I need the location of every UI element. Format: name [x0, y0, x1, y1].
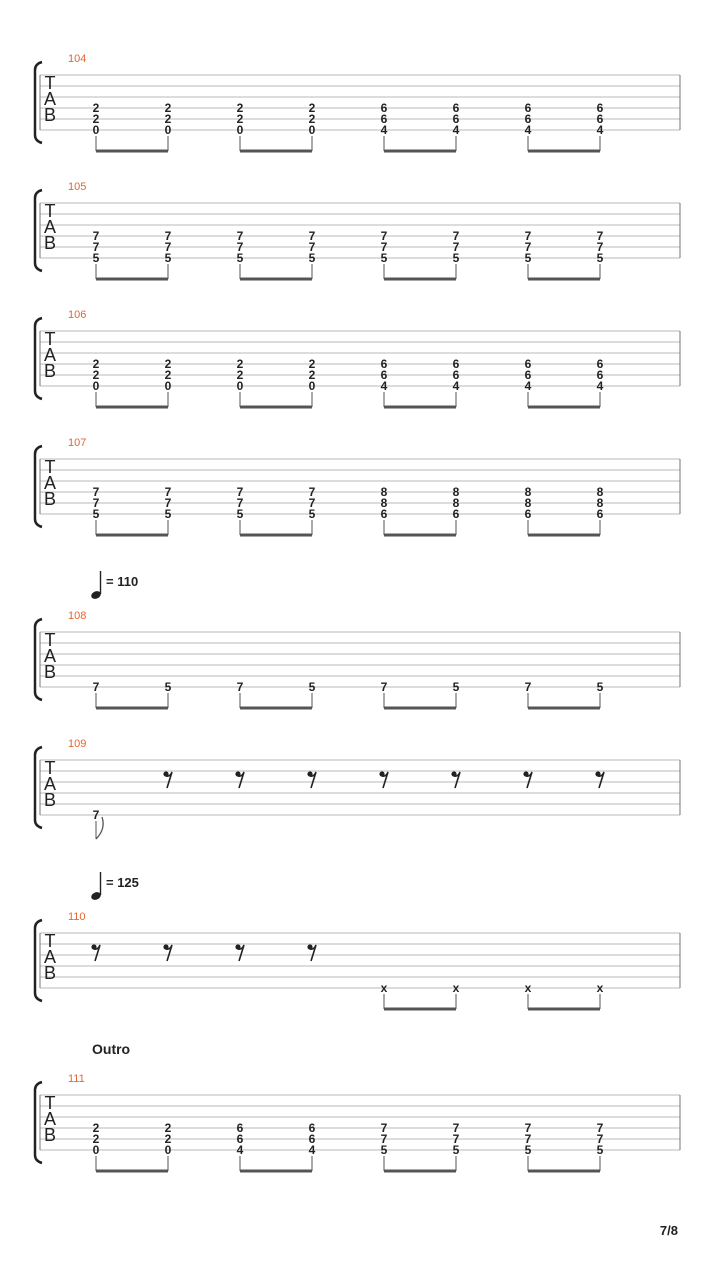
tab-clef-letter: B	[43, 361, 57, 381]
fret-number: 7	[164, 496, 172, 510]
system-109	[35, 738, 680, 839]
system-111	[35, 1041, 680, 1171]
fret-number: 8	[596, 485, 604, 499]
fret-number: 2	[236, 101, 244, 115]
fret-number: 2	[308, 368, 316, 382]
fret-number: 7	[92, 808, 100, 822]
measure-number: 111	[68, 1073, 85, 1085]
fret-number: 6	[380, 368, 388, 382]
fret-number: 7	[380, 1132, 388, 1146]
tab-clef-letter: B	[43, 1125, 57, 1145]
fret-number: 7	[524, 680, 532, 694]
fret-number: 7	[308, 485, 316, 499]
tab-clef-letter: T	[44, 73, 56, 93]
fret-number: 5	[308, 507, 316, 521]
fret-number: 5	[452, 1143, 460, 1157]
fret-number: 2	[308, 357, 316, 371]
tab-clef-letter: A	[43, 473, 57, 493]
tab-clef-letter: T	[44, 758, 56, 778]
fret-number: 7	[380, 1121, 388, 1135]
fret-number: 0	[164, 379, 172, 393]
fret-number: 5	[380, 1143, 388, 1157]
system-104	[35, 53, 680, 151]
fret-number: 5	[236, 507, 244, 521]
fret-number: 0	[164, 123, 172, 137]
system-106	[35, 309, 680, 407]
fret-number: 7	[524, 1121, 532, 1135]
fret-number: 2	[236, 112, 244, 126]
fret-number: 7	[92, 240, 100, 254]
tab-clef-letter: A	[43, 1109, 57, 1129]
fret-number: 2	[164, 368, 172, 382]
fret-number: 2	[92, 1121, 100, 1135]
fret-number: 8	[452, 485, 460, 499]
fret-number: 4	[380, 379, 388, 393]
tab-clef-letter: T	[44, 201, 56, 221]
measure-number: 109	[68, 738, 87, 750]
system-bracket	[35, 1082, 42, 1163]
fret-number: 0	[92, 123, 100, 137]
fret-number: 2	[92, 1132, 100, 1146]
fret-number: 5	[308, 680, 316, 694]
fret-number: 5	[596, 680, 604, 694]
fret-number: 6	[452, 368, 460, 382]
tempo-marking: = 110	[106, 574, 139, 589]
fret-number: 7	[524, 229, 532, 243]
fret-number: 8	[524, 496, 532, 510]
fret-number: 5	[164, 680, 172, 694]
fret-number: 6	[452, 507, 460, 521]
system-bracket	[35, 920, 42, 1001]
tab-clef-letter: A	[43, 345, 57, 365]
fret-number: 2	[164, 101, 172, 115]
fret-number: 7	[452, 1121, 460, 1135]
tab-clef-letter: T	[44, 931, 56, 951]
fret-number: 6	[380, 112, 388, 126]
tab-clef-letter: B	[43, 963, 57, 983]
fret-number: 5	[524, 1143, 532, 1157]
fret-number: 7	[92, 680, 100, 694]
fret-number: 8	[452, 496, 460, 510]
fret-number: 7	[236, 485, 244, 499]
tab-clef-letter: B	[43, 105, 57, 125]
fret-number: 0	[308, 123, 316, 137]
fret-number: 8	[524, 485, 532, 499]
fret-number: 6	[524, 101, 532, 115]
fret-number: 5	[596, 251, 604, 265]
fret-number: 7	[308, 240, 316, 254]
fret-number: 4	[524, 123, 532, 137]
fret-number: 6	[596, 368, 604, 382]
system-110	[35, 872, 680, 1009]
system-107	[35, 437, 680, 535]
dead-note: x	[380, 981, 388, 995]
page-number: 7/8	[659, 1223, 678, 1238]
fret-number: 6	[596, 101, 604, 115]
fret-number: 6	[524, 507, 532, 521]
fret-number: 7	[236, 680, 244, 694]
fret-number: 2	[92, 101, 100, 115]
fret-number: 7	[92, 485, 100, 499]
fret-number: 6	[596, 357, 604, 371]
fret-number: 6	[236, 1132, 244, 1146]
dead-note: x	[452, 981, 460, 995]
tab-clef-letter: B	[43, 233, 57, 253]
system-bracket	[35, 619, 42, 700]
tempo-marking: = 125	[106, 875, 139, 890]
fret-number: 2	[164, 1121, 172, 1135]
fret-number: 6	[380, 101, 388, 115]
fret-number: 5	[92, 251, 100, 265]
fret-number: 5	[92, 507, 100, 521]
fret-number: 2	[236, 368, 244, 382]
fret-number: 2	[164, 1132, 172, 1146]
system-bracket	[35, 318, 42, 399]
fret-number: 4	[308, 1143, 316, 1157]
fret-number: 4	[452, 379, 460, 393]
system-bracket	[35, 446, 42, 527]
fret-number: 7	[164, 240, 172, 254]
tab-clef-letter: T	[44, 457, 56, 477]
fret-number: 6	[308, 1121, 316, 1135]
fret-number: 6	[524, 112, 532, 126]
fret-number: 6	[452, 357, 460, 371]
fret-number: 5	[236, 251, 244, 265]
systems-layer	[35, 53, 680, 1171]
fret-number: 6	[308, 1132, 316, 1146]
fret-number: 4	[524, 379, 532, 393]
fret-number: 2	[92, 357, 100, 371]
fret-number: 6	[236, 1121, 244, 1135]
measure-number: 108	[68, 610, 87, 622]
fret-number: 5	[596, 1143, 604, 1157]
fret-number: 2	[92, 112, 100, 126]
fret-number: 5	[452, 251, 460, 265]
fret-number: 8	[380, 485, 388, 499]
fret-number: 6	[452, 101, 460, 115]
fret-number: 6	[380, 357, 388, 371]
fret-number: 0	[164, 1143, 172, 1157]
dead-note: x	[596, 981, 604, 995]
tab-clef-letter: B	[43, 662, 57, 682]
fret-number: 7	[596, 1121, 604, 1135]
fret-number: 7	[92, 229, 100, 243]
fret-number: 7	[164, 485, 172, 499]
measure-number: 106	[68, 309, 87, 321]
system-105	[35, 181, 680, 279]
fret-number: 7	[452, 229, 460, 243]
fret-number: 0	[308, 379, 316, 393]
tab-clef-letter: A	[43, 89, 57, 109]
tab-clef-letter: B	[43, 489, 57, 509]
fret-number: 4	[452, 123, 460, 137]
fret-number: 7	[380, 240, 388, 254]
system-108	[35, 571, 680, 708]
measure-number: 107	[68, 437, 87, 449]
fret-number: 7	[596, 1132, 604, 1146]
tab-clef-letter: A	[43, 947, 57, 967]
fret-number: 7	[92, 496, 100, 510]
fret-number: 5	[524, 251, 532, 265]
fret-number: 7	[524, 1132, 532, 1146]
fret-number: 6	[452, 112, 460, 126]
fret-number: 0	[92, 1143, 100, 1157]
fret-number: 6	[596, 112, 604, 126]
fret-number: 4	[380, 123, 388, 137]
tab-clef-letter: T	[44, 630, 56, 650]
dead-note: x	[524, 981, 532, 995]
fret-number: 7	[308, 229, 316, 243]
fret-number: 2	[164, 112, 172, 126]
fret-number: 0	[92, 379, 100, 393]
fret-number: 7	[380, 229, 388, 243]
fret-number: 7	[164, 229, 172, 243]
system-bracket	[35, 747, 42, 828]
fret-number: 2	[308, 101, 316, 115]
tab-clef-letter: A	[43, 217, 57, 237]
fret-number: 8	[596, 496, 604, 510]
fret-number: 5	[164, 251, 172, 265]
section-label: Outro	[92, 1041, 131, 1057]
fret-number: 7	[236, 496, 244, 510]
tab-clef-letter: T	[44, 1093, 56, 1113]
fret-number: 7	[524, 240, 532, 254]
fret-number: 5	[164, 507, 172, 521]
fret-number: 0	[236, 379, 244, 393]
fret-number: 5	[452, 680, 460, 694]
fret-number: 6	[380, 507, 388, 521]
fret-number: 8	[380, 496, 388, 510]
fret-number: 6	[596, 507, 604, 521]
system-bracket	[35, 190, 42, 271]
fret-number: 7	[452, 1132, 460, 1146]
tab-clef-letter: A	[43, 774, 57, 794]
fret-number: 4	[596, 379, 604, 393]
tab-clef-letter: B	[43, 790, 57, 810]
fret-number: 5	[380, 251, 388, 265]
fret-number: 7	[452, 240, 460, 254]
fret-number: 4	[596, 123, 604, 137]
measure-number: 105	[68, 181, 87, 193]
fret-number: 7	[236, 240, 244, 254]
tab-clef-letter: T	[44, 329, 56, 349]
system-bracket	[35, 62, 42, 143]
measure-number: 110	[68, 911, 86, 923]
tab-clef-letter: A	[43, 646, 57, 666]
fret-number: 2	[92, 368, 100, 382]
fret-number: 4	[236, 1143, 244, 1157]
fret-number: 7	[308, 496, 316, 510]
fret-number: 2	[236, 357, 244, 371]
fret-number: 7	[236, 229, 244, 243]
fret-number: 6	[524, 368, 532, 382]
fret-number: 6	[524, 357, 532, 371]
fret-number: 7	[596, 240, 604, 254]
fret-number: 2	[308, 112, 316, 126]
measure-number: 104	[68, 53, 87, 65]
fret-number: 7	[380, 680, 388, 694]
fret-number: 5	[308, 251, 316, 265]
fret-number: 0	[236, 123, 244, 137]
fret-number: 2	[164, 357, 172, 371]
fret-number: 7	[596, 229, 604, 243]
